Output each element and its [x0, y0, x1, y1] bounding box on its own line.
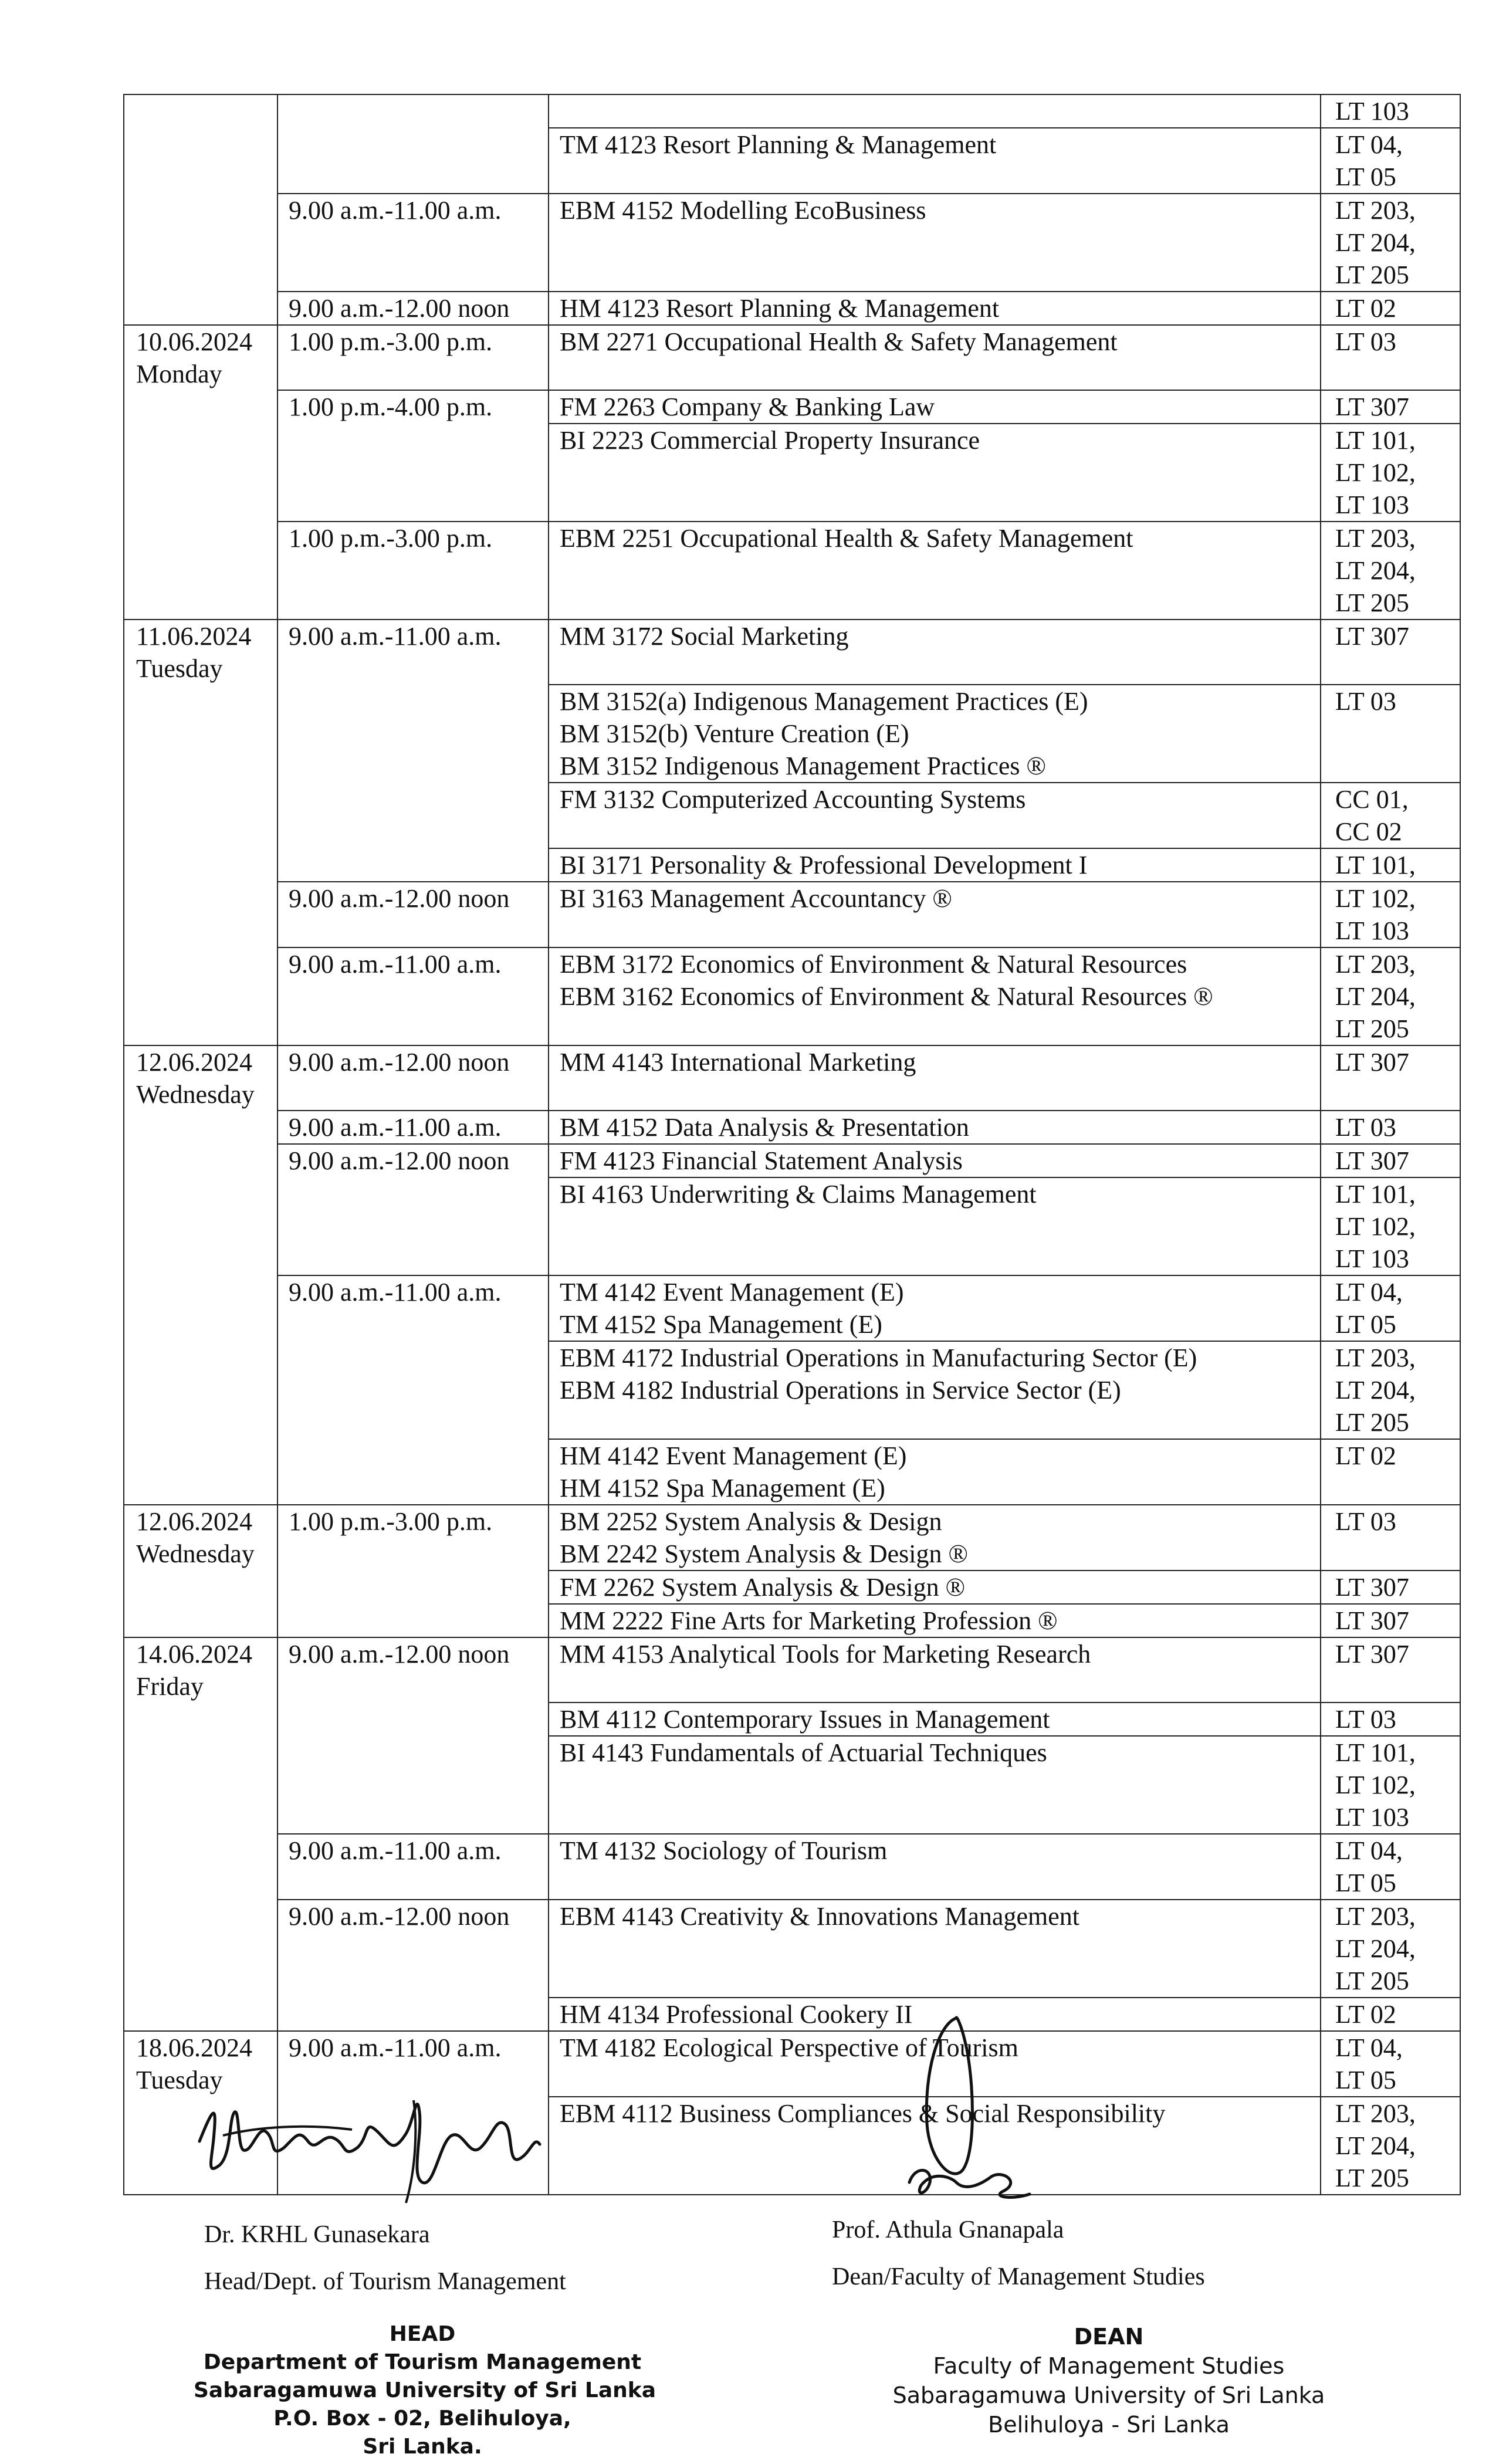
exam-date: 12.06.2024: [136, 1507, 252, 1536]
venue: LT 307: [1335, 622, 1409, 651]
venue-cell: [1321, 1571, 1460, 1604]
table-row: [124, 1736, 1460, 1834]
head-stamp-line3: P.O. Box - 02, Belihuloya,: [273, 2407, 571, 2431]
course-title: MM 2222 Fine Arts for Marketing Profession ®: [560, 1606, 1058, 1635]
head-stamp-title: HEAD: [389, 2322, 456, 2346]
exam-date-cell: [124, 1900, 277, 1998]
exam-date: 18.06.2024: [136, 2033, 252, 2062]
exam-date-cell: [124, 94, 277, 128]
dean-stamp-line1: Faculty of Management Studies: [933, 2353, 1285, 2379]
venue: LT 203,: [1335, 2099, 1416, 2128]
exam-time-cell: [277, 1637, 549, 1703]
course-title: BI 3171 Personality & Professional Development I: [560, 851, 1088, 879]
table-row: [124, 947, 1460, 1045]
course-title: FM 4123 Financial Statement Analysis: [560, 1146, 963, 1175]
venue: LT 101,: [1335, 851, 1416, 879]
table-row: [124, 292, 1460, 325]
course-cell: [549, 1834, 1321, 1900]
exam-date-cell: [124, 1045, 277, 1111]
exam-date: 11.06.2024: [136, 622, 252, 651]
course-title: TM 4152 Spa Management (E): [560, 1310, 882, 1339]
exam-time-cell: [277, 1834, 549, 1900]
venue: LT 205: [1335, 588, 1409, 617]
signature-gunasekara: [188, 2077, 551, 2212]
table-row: [124, 1505, 1460, 1571]
exam-day: Friday: [136, 1672, 204, 1701]
course-cell: [549, 1505, 1321, 1571]
exam-time: 1.00 p.m.-3.00 p.m.: [289, 524, 493, 553]
course-title: BM 3152(a) Indigenous Management Practices (E): [560, 687, 1088, 716]
course-title: HM 4123 Resort Planning & Management: [560, 294, 1000, 323]
table-row: [124, 1900, 1460, 1998]
course-title: BI 2223 Commercial Property Insurance: [560, 426, 980, 455]
course-title: TM 4142 Event Management (E): [560, 1278, 904, 1307]
course-title: TM 4132 Sociology of Tourism: [560, 1836, 888, 1865]
dean-stamp-title: DEAN: [1074, 2324, 1144, 2350]
venue-cell: [1321, 522, 1460, 620]
exam-time-cell: [277, 1177, 549, 1275]
venue: LT 04,: [1335, 2033, 1403, 2062]
course-title: BM 4112 Contemporary Issues in Management: [560, 1705, 1050, 1734]
course-title: [560, 95, 1313, 127]
exam-date: 10.06.2024: [136, 327, 252, 356]
table-row: [124, 685, 1460, 783]
venue: LT 102,: [1335, 1771, 1416, 1799]
exam-day: Wednesday: [136, 1539, 255, 1568]
venue-cell: [1321, 1736, 1460, 1834]
exam-time: 9.00 a.m.-12.00 noon: [289, 294, 510, 323]
exam-date-cell: [124, 1144, 277, 1177]
venue-cell: [1321, 128, 1460, 194]
exam-date-cell: [124, 522, 277, 620]
course-title: BM 2271 Occupational Health & Safety Management: [560, 327, 1118, 356]
exam-date-cell: [124, 1736, 277, 1834]
exam-date-cell: [124, 1834, 277, 1900]
venue-cell: [1321, 424, 1460, 522]
table-row: [124, 522, 1460, 620]
exam-time: 9.00 a.m.-11.00 a.m.: [289, 950, 502, 979]
course-title: BI 4163 Underwriting & Claims Management: [560, 1180, 1037, 1209]
exam-time-cell: [277, 848, 549, 882]
exam-time-cell: [277, 1998, 549, 2031]
venue: CC 02: [1335, 817, 1402, 846]
table-row: [124, 1144, 1460, 1177]
table-row: [124, 1341, 1460, 1439]
exam-time-cell: [277, 94, 549, 128]
signature-gnanapala: [868, 2006, 1056, 2206]
table-row: [124, 1604, 1460, 1637]
course-cell: [549, 94, 1321, 128]
table-row: [124, 848, 1460, 882]
table-row: [124, 1834, 1460, 1900]
exam-time: 9.00 a.m.-12.00 noon: [289, 884, 510, 913]
exam-date-cell: [124, 1439, 277, 1505]
exam-time-cell: [277, 1604, 549, 1637]
venue-cell: [1321, 1439, 1460, 1505]
exam-day: Tuesday: [136, 2066, 223, 2094]
exam-time-cell: [277, 947, 549, 1045]
table-row: [124, 1703, 1460, 1736]
course-title: TM 4182 Ecological Perspective of Tourism: [560, 2033, 1018, 2062]
signatory-name-right: Prof. Athula Gnanapala: [832, 2216, 1064, 2243]
head-stamp-line2: Sabaragamuwa University of Sri Lanka: [194, 2378, 656, 2402]
signatory-role-right: Dean/Faculty of Management Studies: [832, 2263, 1205, 2290]
exam-time-cell: [277, 1703, 549, 1736]
course-title: BM 3152(b) Venture Creation (E): [560, 719, 909, 748]
venue-cell: [1321, 1998, 1460, 2031]
course-cell: [549, 1637, 1321, 1703]
course-title: FM 3132 Computerized Accounting Systems: [560, 785, 1026, 814]
venue: LT 102,: [1335, 458, 1416, 487]
exam-date-cell: [124, 128, 277, 194]
venue: LT 205: [1335, 1014, 1409, 1043]
venue: LT 103: [1335, 1803, 1409, 1832]
venue: LT 05: [1335, 2066, 1396, 2094]
head-stamp-line1: Department of Tourism Management: [203, 2350, 642, 2374]
head-stamp-line4: Sri Lanka.: [363, 2435, 482, 2459]
course-title: EBM 4143 Creativity & Innovations Management: [560, 1902, 1079, 1931]
venue-cell: [1321, 848, 1460, 882]
signature-right-block: [832, 2213, 1205, 2294]
exam-time: 9.00 a.m.-12.00 noon: [289, 1902, 510, 1931]
course-title: BM 4152 Data Analysis & Presentation: [560, 1113, 969, 1142]
course-title: EBM 4152 Modelling EcoBusiness: [560, 196, 926, 225]
exam-time: 9.00 a.m.-11.00 a.m.: [289, 1836, 502, 1865]
venue: LT 204,: [1335, 1934, 1416, 1963]
venue-cell: [1321, 390, 1460, 424]
course-title: MM 3172 Social Marketing: [560, 622, 849, 651]
venue: LT 03: [1335, 1113, 1396, 1142]
table-row: [124, 783, 1460, 848]
exam-date: 14.06.2024: [136, 1640, 252, 1668]
exam-time-cell: [277, 783, 549, 848]
exam-time-cell: [277, 522, 549, 620]
course-title: BM 2242 System Analysis & Design ®: [560, 1539, 968, 1568]
course-title: HM 4134 Professional Cookery II: [560, 2000, 913, 2029]
table-row: [124, 1998, 1460, 2031]
exam-time: 9.00 a.m.-12.00 noon: [289, 1640, 510, 1668]
venue: LT 307: [1335, 1640, 1409, 1668]
exam-date-cell: [124, 1505, 277, 1571]
table-row: [124, 1637, 1460, 1703]
venue: LT 03: [1335, 687, 1396, 716]
exam-time-cell: [277, 1571, 549, 1604]
venue: LT 103: [1335, 97, 1409, 126]
signature-left-block: [204, 2218, 566, 2299]
venue: LT 05: [1335, 163, 1396, 191]
table-row: [124, 1045, 1460, 1111]
course-cell: [549, 1439, 1321, 1505]
course-title: BM 2252 System Analysis & Design: [560, 1507, 942, 1536]
timetable-body: [124, 94, 1460, 2195]
exam-timetable: [123, 94, 1461, 2195]
venue: LT 307: [1335, 1573, 1409, 1602]
venue-cell: [1321, 1637, 1460, 1703]
exam-date-cell: [124, 620, 277, 685]
exam-date-cell: [124, 1604, 277, 1637]
venue: LT 307: [1335, 1146, 1409, 1175]
exam-time-cell: [277, 390, 549, 424]
venue-cell: [1321, 325, 1460, 390]
exam-time-cell: [277, 685, 549, 783]
dean-stamp-line2: Sabaragamuwa University of Sri Lanka: [892, 2382, 1325, 2408]
venue: LT 204,: [1335, 982, 1416, 1011]
venue-cell: [1321, 620, 1460, 685]
course-title: EBM 4172 Industrial Operations in Manufacturing Sector (E): [560, 1343, 1197, 1372]
venue-cell: [1321, 194, 1460, 292]
venue-cell: [1321, 783, 1460, 848]
venue-cell: [1321, 1144, 1460, 1177]
venue: LT 02: [1335, 1441, 1396, 1470]
venue: LT 02: [1335, 2000, 1396, 2029]
course-cell: [549, 1900, 1321, 1998]
exam-date-cell: [124, 1275, 277, 1341]
exam-date-cell: [124, 390, 277, 424]
exam-time-cell: [277, 1111, 549, 1144]
exam-date-cell: [124, 882, 277, 947]
course-cell: [549, 1703, 1321, 1736]
exam-time-cell: [277, 1144, 549, 1177]
table-row: [124, 1439, 1460, 1505]
exam-time: 1.00 p.m.-3.00 p.m.: [289, 327, 493, 356]
exam-date: 12.06.2024: [136, 1048, 252, 1077]
table-row: [124, 194, 1460, 292]
course-cell: [549, 325, 1321, 390]
table-row: [124, 1111, 1460, 1144]
exam-time: 9.00 a.m.-12.00 noon: [289, 1048, 510, 1077]
exam-time: 1.00 p.m.-4.00 p.m.: [289, 392, 493, 421]
course-cell: [549, 390, 1321, 424]
course-title: MM 4153 Analytical Tools for Marketing Research: [560, 1640, 1091, 1668]
exam-time: 9.00 a.m.-11.00 a.m.: [289, 1113, 502, 1142]
dean-stamp-line3: Belihuloya - Sri Lanka: [988, 2412, 1230, 2438]
venue-cell: [1321, 1177, 1460, 1275]
venue-cell: [1321, 1604, 1460, 1637]
exam-time-cell: [277, 1900, 549, 1998]
table-row: [124, 882, 1460, 947]
venue: LT 04,: [1335, 1278, 1403, 1307]
course-cell: [549, 620, 1321, 685]
course-title: HM 4152 Spa Management (E): [560, 1474, 885, 1502]
course-title: BM 3152 Indigenous Management Practices ®: [560, 752, 1046, 780]
venue: LT 103: [1335, 916, 1409, 945]
venue-cell: [1321, 1834, 1460, 1900]
signatory-name-left: Dr. KRHL Gunasekara: [204, 2221, 430, 2248]
venue: LT 204,: [1335, 556, 1416, 585]
exam-date-cell: [124, 1177, 277, 1275]
course-title: MM 4143 International Marketing: [560, 1048, 916, 1077]
course-title: BI 3163 Management Accountancy ®: [560, 884, 952, 913]
venue: LT 204,: [1335, 2131, 1416, 2160]
exam-day: Tuesday: [136, 654, 223, 683]
course-title: EBM 2251 Occupational Health & Safety Management: [560, 524, 1133, 553]
course-cell: [549, 947, 1321, 1045]
venue: CC 01,: [1335, 785, 1409, 814]
venue: LT 04,: [1335, 130, 1403, 159]
venue: LT 307: [1335, 1606, 1409, 1635]
head-stamp: [194, 2320, 656, 2461]
course-cell: [549, 1144, 1321, 1177]
exam-time-cell: [277, 128, 549, 194]
venue: LT 101,: [1335, 1180, 1416, 1209]
dean-stamp: [868, 2322, 1349, 2439]
venue: LT 203,: [1335, 1343, 1416, 1372]
venue: LT 307: [1335, 1048, 1409, 1077]
venue: LT 03: [1335, 1507, 1396, 1536]
venue-cell: [1321, 2097, 1460, 2195]
course-title: EBM 3172 Economics of Environment & Natural Resources: [560, 950, 1187, 979]
table-row: [124, 424, 1460, 522]
venue: LT 205: [1335, 1408, 1409, 1437]
exam-time-cell: [277, 1045, 549, 1111]
venue: LT 103: [1335, 490, 1409, 519]
exam-date-cell: [124, 1637, 277, 1703]
exam-time-cell: [277, 1505, 549, 1571]
venue: LT 204,: [1335, 228, 1416, 257]
exam-time-cell: [277, 882, 549, 947]
course-cell: [549, 1736, 1321, 1834]
venue-cell: [1321, 1703, 1460, 1736]
venue: LT 203,: [1335, 196, 1416, 225]
venue-cell: [1321, 1505, 1460, 1571]
course-title: TM 4123 Resort Planning & Management: [560, 130, 997, 159]
course-cell: [549, 1604, 1321, 1637]
table-row: [124, 94, 1460, 128]
venue-cell: [1321, 1045, 1460, 1111]
venue-cell: [1321, 882, 1460, 947]
exam-time: 9.00 a.m.-11.00 a.m.: [289, 196, 502, 225]
venue: LT 03: [1335, 327, 1396, 356]
course-title: HM 4142 Event Management (E): [560, 1441, 907, 1470]
exam-time: 9.00 a.m.-12.00 noon: [289, 1146, 510, 1175]
course-cell: [549, 128, 1321, 194]
course-title: FM 2262 System Analysis & Design ®: [560, 1573, 966, 1602]
venue: LT 102,: [1335, 884, 1416, 913]
course-title: EBM 3162 Economics of Environment & Natural Resources ®: [560, 982, 1213, 1011]
course-cell: [549, 1111, 1321, 1144]
venue-cell: [1321, 1900, 1460, 1998]
venue: LT 205: [1335, 260, 1409, 289]
table-row: [124, 325, 1460, 390]
course-title: EBM 4182 Industrial Operations in Service Sector (E): [560, 1376, 1121, 1404]
course-cell: [549, 522, 1321, 620]
table-row: [124, 1275, 1460, 1341]
exam-time: 9.00 a.m.-11.00 a.m.: [289, 622, 502, 651]
exam-time-cell: [277, 325, 549, 390]
exam-time-cell: [277, 620, 549, 685]
venue: LT 05: [1335, 1869, 1396, 1897]
venue-cell: [1321, 1341, 1460, 1439]
table-row: [124, 128, 1460, 194]
course-cell: [549, 1571, 1321, 1604]
exam-date-cell: [124, 194, 277, 292]
exam-time-cell: [277, 1439, 549, 1505]
exam-day: Monday: [136, 360, 222, 388]
exam-time-cell: [277, 1341, 549, 1439]
course-cell: [549, 783, 1321, 848]
exam-time: 9.00 a.m.-11.00 a.m.: [289, 2033, 502, 2062]
course-cell: [549, 882, 1321, 947]
exam-date-cell: [124, 1111, 277, 1144]
course-title: FM 2263 Company & Banking Law: [560, 392, 935, 421]
course-cell: [549, 424, 1321, 522]
exam-date-cell: [124, 1703, 277, 1736]
venue-cell: [1321, 2031, 1460, 2097]
venue: LT 03: [1335, 1705, 1396, 1734]
course-cell: [549, 194, 1321, 292]
course-cell: [549, 1275, 1321, 1341]
venue: LT 205: [1335, 1967, 1409, 1995]
exam-time-cell: [277, 1736, 549, 1834]
venue: LT 203,: [1335, 524, 1416, 553]
exam-time: 1.00 p.m.-3.00 p.m.: [289, 1507, 493, 1536]
venue: LT 02: [1335, 294, 1396, 323]
table-row: [124, 1571, 1460, 1604]
exam-date-cell: [124, 1571, 277, 1604]
venue: LT 101,: [1335, 426, 1416, 455]
venue-cell: [1321, 292, 1460, 325]
venue-cell: [1321, 94, 1460, 128]
venue-cell: [1321, 947, 1460, 1045]
exam-time-cell: [277, 1275, 549, 1341]
exam-date-cell: [124, 783, 277, 848]
exam-time-cell: [277, 424, 549, 522]
signatory-role-left: Head/Dept. of Tourism Management: [204, 2268, 566, 2295]
exam-time-cell: [277, 292, 549, 325]
course-cell: [549, 1341, 1321, 1439]
venue: LT 04,: [1335, 1836, 1403, 1865]
venue-cell: [1321, 685, 1460, 783]
table-row: [124, 1177, 1460, 1275]
course-title: EBM 4112 Business Compliances & Social Responsibility: [560, 2099, 1166, 2128]
exam-date-cell: [124, 947, 277, 1045]
exam-day: Wednesday: [136, 1080, 255, 1109]
exam-time-cell: [277, 194, 549, 292]
venue-cell: [1321, 1111, 1460, 1144]
exam-time: 9.00 a.m.-11.00 a.m.: [289, 1278, 502, 1307]
course-cell: [549, 1177, 1321, 1275]
venue: LT 05: [1335, 1310, 1396, 1339]
course-cell: [549, 685, 1321, 783]
venue: LT 203,: [1335, 950, 1416, 979]
exam-date-cell: [124, 848, 277, 882]
venue: LT 205: [1335, 2164, 1409, 2192]
course-title: BI 4143 Fundamentals of Actuarial Techniques: [560, 1738, 1047, 1767]
exam-date-cell: [124, 424, 277, 522]
course-cell: [549, 1045, 1321, 1111]
table-row: [124, 620, 1460, 685]
table-row: [124, 390, 1460, 424]
exam-date-cell: [124, 1341, 277, 1439]
exam-date-cell: [124, 292, 277, 325]
course-cell: [549, 848, 1321, 882]
exam-date-cell: [124, 1998, 277, 2031]
venue: LT 103: [1335, 1244, 1409, 1273]
exam-date-cell: [124, 685, 277, 783]
course-cell: [549, 292, 1321, 325]
venue: LT 101,: [1335, 1738, 1416, 1767]
venue: LT 102,: [1335, 1212, 1416, 1241]
exam-date-cell: [124, 325, 277, 390]
venue: LT 203,: [1335, 1902, 1416, 1931]
venue: LT 307: [1335, 392, 1409, 421]
venue-cell: [1321, 1275, 1460, 1341]
venue: LT 204,: [1335, 1376, 1416, 1404]
